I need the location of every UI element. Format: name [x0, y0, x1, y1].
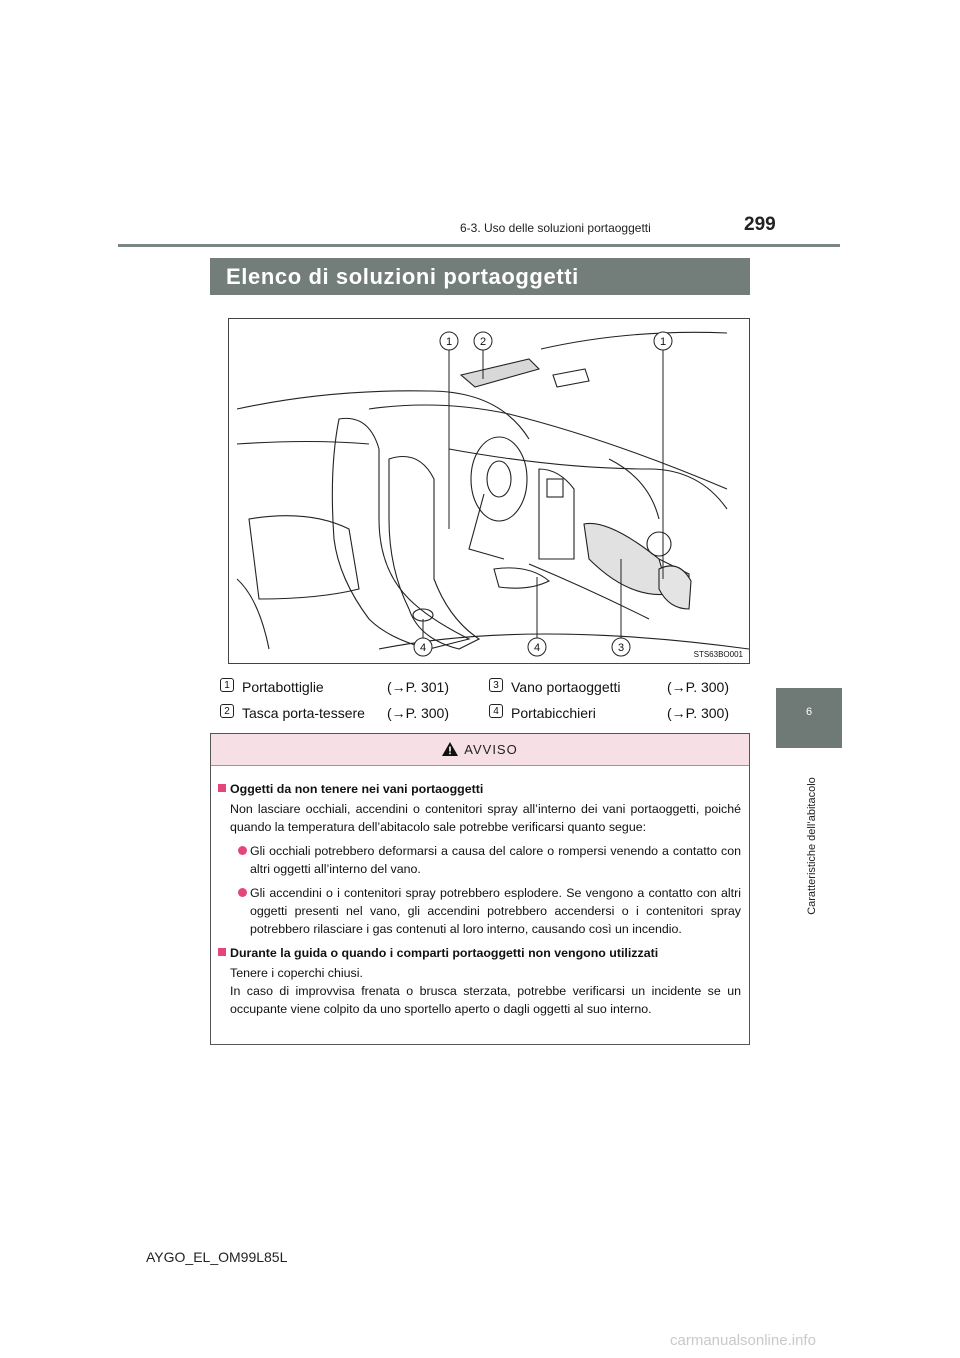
callout-3-text: 3: [617, 642, 625, 654]
warning-bullet-1: Gli occhiali potrebbero deformarsi a causa del calore o rompersi venendo a contatto con altri oggetti all’interno del vano.: [240, 842, 741, 878]
header-rule: [118, 244, 840, 247]
interior-illustration: [229, 319, 749, 663]
legend-ref-4[interactable]: (→P. 300): [667, 705, 729, 721]
chapter-tab-number: 6: [805, 706, 813, 718]
callout-1-left-text: 1: [445, 336, 453, 348]
legend-number: 4: [489, 704, 503, 718]
warning-paragraph-1: Non lasciare occhiali, accendini o contenitori spray all’interno dei vani portaoggetti, poiché quando la temperatura dell’abitacolo sale potrebbe verificarsi quanto segue:: [230, 802, 741, 834]
callout-4-right-text: 4: [533, 642, 541, 654]
callout-4-left-text: 4: [419, 642, 427, 654]
legend-label: Portabicchieri: [511, 705, 596, 721]
warning-bullet-2: Gli accendini o i contenitori spray potrebbero esplodere. Se vengono a contatto con altri oggetti presenti nel vano, gli accendini potrebbero accendersi o i contenitori spray potrebbero rilasciare i gas contenuti al loro interno, causando così un incendio.: [240, 884, 741, 938]
chapter-label: Caratteristiche dell’abitacolo: [806, 777, 818, 915]
warning-triangle-icon: [442, 742, 458, 756]
warning-body: [211, 766, 749, 1018]
warning-title: AVVISO: [464, 742, 518, 757]
legend-label: Portabottiglie: [242, 679, 324, 695]
page-number: 299: [744, 214, 776, 235]
header-section-title: 6-3. Uso delle soluzioni portaoggetti: [460, 221, 651, 235]
legend-number: 2: [220, 704, 234, 718]
interior-figure: [228, 318, 750, 664]
legend-label: Vano portaoggetti: [511, 679, 621, 695]
legend-ref-1[interactable]: (→P. 301): [387, 679, 449, 695]
legend-ref-2[interactable]: (→P. 300): [387, 705, 449, 721]
legend-number: 1: [220, 678, 234, 692]
warning-heading-1: Oggetti da non tenere nei vani portaoggetti: [218, 780, 741, 798]
callout-1-right-text: 1: [659, 336, 667, 348]
warning-paragraph-3: In caso di improvvisa frenata o brusca sterzata, potrebbe verificarsi un incidente se un occupante viene colpito da uno sportello aperto o dagli oggetti al suo interno.: [230, 984, 741, 1016]
legend-label: Tasca porta-tessere: [242, 705, 365, 721]
section-title: Elenco di soluzioni portaoggetti: [210, 258, 750, 295]
legend: [0, 676, 960, 726]
watermark: carmanualsonline.info: [670, 1332, 816, 1349]
figure-code: STS63BO001: [693, 650, 743, 659]
legend-number: 3: [489, 678, 503, 692]
footer-model-code: AYGO_EL_OM99L85L: [146, 1249, 288, 1265]
warning-paragraph-2: Tenere i coperchi chiusi.: [230, 966, 363, 980]
callout-2-text: 2: [479, 336, 487, 348]
warning-heading-2: Durante la guida o quando i comparti portaoggetti non vengono utilizzati: [218, 944, 741, 962]
legend-ref-3[interactable]: (→P. 300): [667, 679, 729, 695]
warning-header: [211, 734, 749, 766]
warning-box: [210, 733, 750, 1045]
